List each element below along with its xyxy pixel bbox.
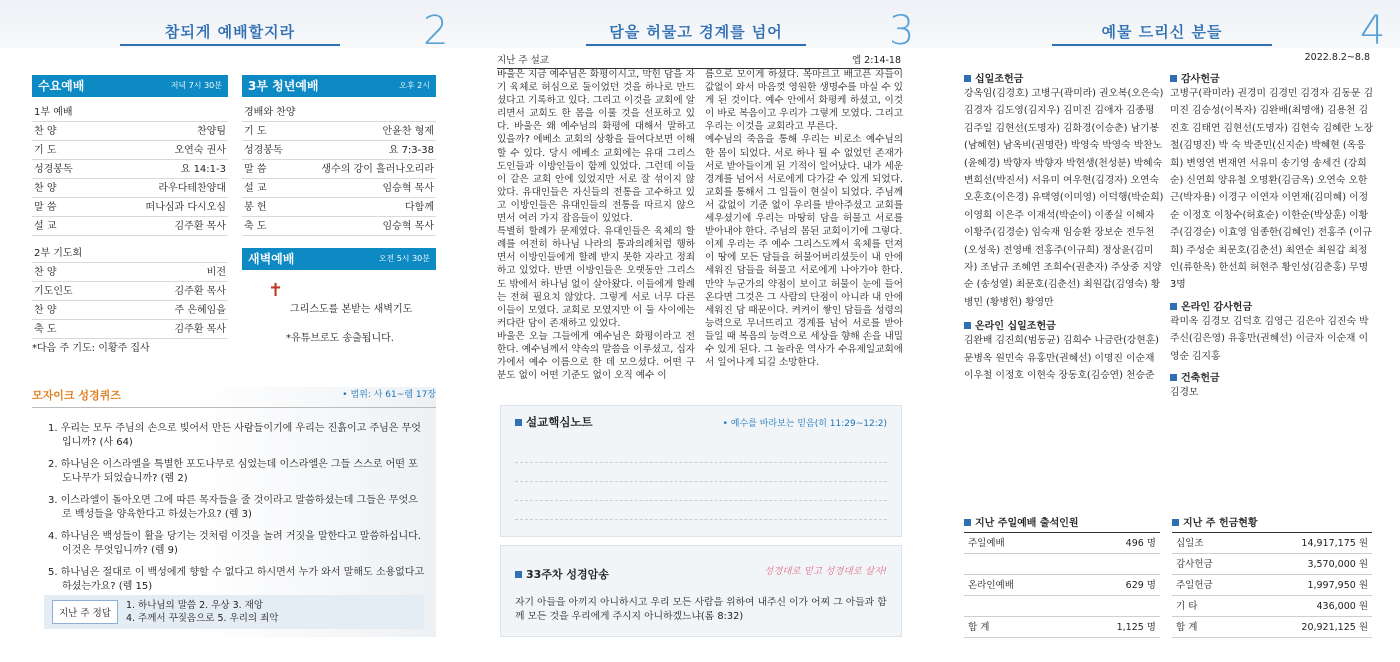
row-value: 629 명 [1125, 580, 1156, 591]
row-value: 안윤찬 형제 [382, 126, 434, 137]
row-label: 기 타 [1176, 601, 1198, 612]
square-icon [1170, 303, 1177, 310]
sermon-note-box [500, 405, 902, 537]
row-value: 다함께 [405, 202, 434, 213]
offering-table-title: 지난 주 헌금현황 [1183, 518, 1258, 529]
quiz-item: 5. 하나님은 절대로 이 백성에게 향할 수 없다고 하시면서 누가 와서 말해도 소용없다고 하셨는가요? (렘 15) [48, 567, 425, 592]
table-row [1172, 533, 1372, 554]
table-row [32, 122, 228, 141]
table-row [964, 617, 1160, 638]
table-row [964, 533, 1160, 554]
table-row [32, 141, 228, 160]
tithe-title: 십일조헌금 [975, 74, 1024, 85]
row-label: 설 교 [34, 221, 57, 232]
quiz-box [32, 387, 436, 637]
offering-col1 [964, 68, 1164, 385]
row-label: 말 씀 [34, 202, 57, 213]
quiz-range: • 범위: 사 61~렘 17장 [342, 390, 436, 400]
row-value: 요 14:1-3 [180, 164, 226, 175]
youth-service-title: 3부 청년예배 오후 2시 [242, 75, 436, 97]
row-label: 온라인예배 [968, 580, 1014, 591]
build-names: 김경모 [1170, 387, 1199, 399]
sermon-label: 지난 주 설교 [497, 55, 549, 66]
table-row [964, 575, 1160, 596]
table-row [1172, 554, 1372, 575]
row-label: 찬 양 [34, 126, 57, 137]
thanks-title: 감사헌금 [1181, 74, 1220, 85]
online-thanks-title: 온라인 감사헌금 [1181, 301, 1253, 313]
offering-col2 [1170, 68, 1376, 402]
row-label: 찬 양 [34, 267, 57, 278]
row-value: 찬양팀 [197, 126, 226, 137]
row-value: 라우다테찬양대 [158, 183, 226, 194]
online-tithe-title: 온라인 십일조헌금 [975, 321, 1056, 333]
online-thanks-names: 곽미옥 김경모 김덕호 김영근 김은아 김진숙 박주신(김은영) 유홍만(권혜선) 이금자 이순재 이영순 김지홍 [1170, 315, 1369, 362]
attendance-title: 지난 주일예배 출석인원 [975, 518, 1079, 529]
row-value: 김주환 목사 [174, 286, 226, 297]
row-value: 생수의 강이 흘러나오리라 [321, 164, 434, 175]
table-row [242, 217, 436, 236]
row-value: 436,000 원 [1316, 601, 1368, 612]
row-label: 봉 헌 [244, 202, 267, 213]
table-row [964, 596, 1160, 617]
square-icon [1170, 374, 1177, 381]
page2-number: 2 [423, 8, 449, 54]
row-value: 요 7:3-38 [388, 145, 434, 156]
row-label: 성경봉독 [244, 145, 283, 156]
row-value: 비전 [206, 267, 226, 278]
attendance-table [964, 512, 1160, 638]
row-label: 합 계 [968, 622, 990, 633]
quiz-title: 모자이크 성경퀴즈 [32, 389, 121, 402]
page4-title: 예물 드리신 분들 [1052, 21, 1272, 46]
table-row [32, 282, 228, 301]
row-label: 찬 양 [34, 305, 57, 316]
row-value: 20,921,125 원 [1301, 622, 1368, 633]
note-title: 설교핵심노트 [526, 415, 593, 429]
table-row [32, 198, 228, 217]
table-row [242, 103, 436, 122]
square-icon [964, 75, 971, 82]
table-row [242, 198, 436, 217]
row-label: 기 도 [244, 126, 267, 137]
quiz-item: 3. 이스라엘이 돌아오면 그에 따른 목자들을 줄 것이라고 말씀하셨는데 그들은 무엇으로 백성들을 양육한다고 하셨는가요? (렘 3) [48, 495, 418, 520]
wed-service-title: 수요예배 저녁 7시 30분 [32, 75, 228, 97]
row-label: 축 도 [244, 221, 267, 232]
table-row [32, 179, 228, 198]
page4-number: 4 [1360, 8, 1386, 54]
dawn-logo [242, 270, 436, 332]
row-label: 기 도 [34, 145, 57, 156]
square-icon [1170, 75, 1177, 82]
row-label: 설 교 [244, 183, 267, 194]
answers-line2: 4. 주께서 꾸짖음으로 5. 우리의 죄악 [125, 613, 279, 624]
answers-line1: 1. 하나님의 말씀 2. 우상 3. 재앙 [125, 600, 264, 611]
cross-icon: ✝ [268, 280, 284, 301]
table-row [242, 141, 436, 160]
row-label: 주일헌금 [1176, 580, 1213, 591]
memorize-sub: 성경대로 믿고 성경대로 살자! [764, 566, 887, 577]
tithe-names: 강옥임(김경호) 고병구(곽미라) 권오복(오은숙) 김경자 김도영(김지우) 김미진 김애자 김종평 김주일 김현선(도명자) 김화경(이승춘) 남기봉 (남혜현) 남옥비(권명란) 박영숙 박영숙 박찬노 (윤혜경) 박향자 박향자 박현생(천성분) 박혜숙 변희선(박진서) 서유미 여우현(김경자) 오연숙 오혼호(이은경) 유택영(이미영) 이덕행(박순희) 이영희 이은주 이재석(박순이) 이종실 이혜자 이황주(김경순) 임숙재 임승환 장보순 전두천 (오성욱) 전영배 전홍주(이규희) 정상윤(김미자) 조남규 조혜연 조희수(권춘자) 주상중 지양순 (송성열) 최문호(김춘선) 최원갑(김영숙) 황병민 (황병헌) 황영만 [964, 88, 1164, 308]
row-value: 3,570,000 원 [1307, 559, 1368, 570]
row-label: 말 씀 [244, 164, 267, 175]
row-label: 경배와 찬양 [244, 107, 296, 118]
answer-label: 지난 주 정답 [52, 600, 118, 624]
row-value: 김주환 목사 [174, 221, 226, 232]
offering-date: 2022.8.2~8.8 [1304, 52, 1370, 63]
table-row [964, 554, 1160, 575]
memorize-text: 자기 아들을 아끼지 아니하시고 우리 모든 사람을 위하여 내주신 이가 어찌 그 아들과 함께 모든 것을 우리에게 주시지 아니하겠느냐(롬 8:32) [515, 597, 887, 622]
part2-section: 2부 기도회 [34, 248, 83, 259]
row-label: 축 도 [34, 324, 57, 335]
sermon-col1: 바울은 지금 예수님은 화평이시고, 막힌 담을 자기 육체로 허심으로 둘이었던 것을 하나로 만드셨다고 기록하고 있다. 그리고 이것을 교회에 알리면서 교회도 한 몸을 이룰 것을 선포하고 있다. 바울은 왜 예수님의 화평에 대해서 말하고 있을까? 에베소 교회의 상황을 들여다보면 이해할 수 있다. 당시 에베소 교회에는 유대 그리스도인들과 이방인들이 함께 있었다. 그런데 이들이 같은 교회 안에 있었지만 서로 잘 섞이지 않았다. 유대인들은 자신들의 전통을 고수하고 있고 이방인들은 유대인들의 전통을 따르지 않으면서 여러 가지 잡음들이 있었다. 특별히 할례가 문제였다. 유대인들은 육체의 할례를 여전히 하나님 나라의 통과의례처럼 행하면서 이방인들에게 할례 받지 못한 자라고 정죄하고 있었다. 반면 이방인들은 오랫동안 그리스도 밖에서 하나님 없이 살아왔다. 이들에게 할례는 전혀 필요치 않았다. 그렇게 서로 너무 다른 이들이 모였다. 교회로 모였지만 이 둘 사이에는 커다란 담이 존재하고 있었다. 바울은 오늘 그들에게 예수님은 화평이라고 전한다. 예수님께서 약속의 말씀을 이루셨고, 십자가에서 예수 이름으로 한 데 모으셨다. 어떤 구분도 없이 어떤 기준도 없이 오직 예수 이 [497, 69, 695, 382]
offering-table [1172, 512, 1372, 638]
table-row [32, 263, 228, 282]
row-value: 1,997,950 원 [1307, 580, 1368, 591]
row-value: 김주환 목사 [174, 324, 226, 335]
row-label: 감사헌금 [1176, 559, 1213, 570]
table-row [1172, 596, 1372, 617]
dawn-note: *유튜브로도 송출됩니다. [286, 333, 394, 344]
table-row [1172, 617, 1372, 638]
square-icon [964, 322, 971, 329]
row-label: 주일예배 [968, 538, 1005, 549]
wed-rows [32, 122, 228, 236]
table-row [32, 217, 228, 236]
quiz-answers [44, 595, 424, 629]
quiz-item: 4. 하나님은 백성들이 활을 당기는 것처럼 이것을 놀려 거짓을 말한다고 말씀하십니다. 이것은 무엇입니까? (렘 9) [48, 531, 421, 556]
row-label: 십일조 [1176, 538, 1204, 549]
note-sub: • 예수를 바라보는 믿음(히 11:29~12:2) [722, 418, 887, 429]
table-row [242, 122, 436, 141]
sermon-ref: 엡 2:14-18 [851, 55, 901, 66]
thanks-names: 고병구(곽미라) 권경미 김경민 김경자 김동문 김미진 김승성(이복자) 김완배(최명애) 김용천 김진호 김태연 김현선(도명자) 김현숙 김혜란 노장철(김명진) 박 숙 박준민(신지순) 박혜현 (옥응희) 변영연 변재연 서유미 송기영 송세건 (강희순) 신연희 양유철 오명환(김금옥) 오연숙 오한근(박자용) 이경구 이연자 이연재(김미혜) 이정순 이정호 이창수(허효순) 이한순(박상훈) 이황주(김경순) 이효영 임종한(김혜인) 전홍주 (이규희) 주성순 최문호(김춘선) 최연순 최원갑 최정인(류한옥) 한선희 허현주 황인성(김춘홍) 무명 3명 [1170, 88, 1374, 291]
row-label: 성경봉독 [34, 164, 73, 175]
quiz-item: 2. 하나님은 이스라엘을 특별한 포도나무로 심었는데 이스라엘은 그들 스스로 어떤 포도나무가 되었습니까? (렘 2) [48, 459, 418, 484]
quiz-item: 1. 우리는 모두 주님의 손으로 빚어서 만든 사람들이기에 우리는 진흙이고 주님은 무엇입니까? (사 64) [48, 423, 421, 448]
table-row [1172, 575, 1372, 596]
page3-title: 담을 허물고 경계를 넘어 [586, 21, 806, 46]
row-value: 496 명 [1125, 538, 1156, 549]
square-icon [515, 419, 522, 426]
next-prayer-note: *다음 주 기도: 이황주 집사 [32, 343, 150, 354]
build-title: 건축헌금 [1181, 373, 1220, 385]
quiz-items [32, 407, 436, 594]
row-value: 임승혁 목사 [382, 183, 434, 194]
memorize-title: 33주차 성경암송 [526, 568, 609, 581]
square-icon [964, 519, 971, 526]
square-icon [1172, 519, 1179, 526]
youth-rows [242, 103, 436, 236]
sermon-col2: 름으로 모이게 하셨다. 목마르고 배고픈 자들이 값없이 와서 마음껏 영원한 생명수를 마실 수 있게 된 것이다. 예수 안에서 화평케 하셨고, 이것이 바로 복음이고 우리가 그렇게 모였다. 그리고 우리는 이것을 교회라고 부른다. 예수님의 죽음을 통해 우리는 비로소 예수님의 한 몸이 되었다. 서로 하나 될 수 없었던 존재가 서로 받아들이게 된 기적이 일어났다. 내가 세운 경계를 넘어서 서로에게 다가갈 수 있게 되었다. 교회를 통해서 그 일들이 현실이 되었다. 주님께서 값없이 기준 없이 우리를 받아주셨고 교회를 세우셨기에 우리는 마땅히 담을 허물고 서로를 받아내야 한다. 주님의 몸된 교회이기에 그렇다. 이제 우리는 주 예수 그리스도께서 육체를 던져 이 땅에 모든 담들을 허물어버리셨듯이 내 안에 세워진 담들을 허물고 서로에게 나아가야 한다. 만약 누군가의 약점이 보이고 허물이 눈에 들어온다면 그것은 그 사람의 단점이 아니라 내 안에 세워진 담 때문이다. 켜켜이 쌓인 담들을 성령의 능력으로 무너뜨리고 경계를 넘어 서로를 받아들일 때 복음의 능력으로 세상을 향해 손을 내밀 수 있게 된다. 그 놀라운 역사가 수유제일교회에서 일어나게 되길 소망한다. [705, 69, 903, 369]
online-tithe-names: 김완배 김진희(범동균) 김희수 나금란(강현훈) 문병옥 원민숙 유홍만(권혜선) 이명진 이순재 이우철 이정호 이현숙 장동호(김승연) 천승준 [964, 335, 1159, 382]
row-value: 떠나심과 다시오심 [145, 202, 226, 213]
row-value: 오연숙 권사 [174, 145, 226, 156]
row-label: 합 계 [1176, 622, 1198, 633]
dawn-service-title: 새벽예배 오전 5시 30분 [242, 248, 436, 270]
part2-rows [32, 263, 228, 339]
table-row [242, 160, 436, 179]
row-value: 1,125 명 [1116, 622, 1156, 633]
youth-service-box [242, 75, 436, 346]
table-row [32, 301, 228, 320]
row-label: 찬 양 [34, 183, 57, 194]
wed-service-box [32, 75, 228, 356]
page2-title: 참되게 예배할지라 [120, 21, 340, 46]
row-value: 주 은혜임을 [174, 305, 226, 316]
dawn-logo-text: 그리스도를 본받는 새벽기도 [290, 304, 413, 315]
memorize-box [500, 545, 902, 637]
page3-number: 3 [889, 8, 915, 54]
row-value: 임승혁 목사 [382, 221, 434, 232]
square-icon [515, 571, 522, 578]
table-row [242, 179, 436, 198]
table-row [32, 160, 228, 179]
row-value: 14,917,175 원 [1301, 538, 1368, 549]
note-lines [515, 444, 887, 520]
wed-section: 1부 예배 [34, 107, 73, 118]
table-row [32, 320, 228, 339]
row-label: 기도인도 [34, 286, 73, 297]
